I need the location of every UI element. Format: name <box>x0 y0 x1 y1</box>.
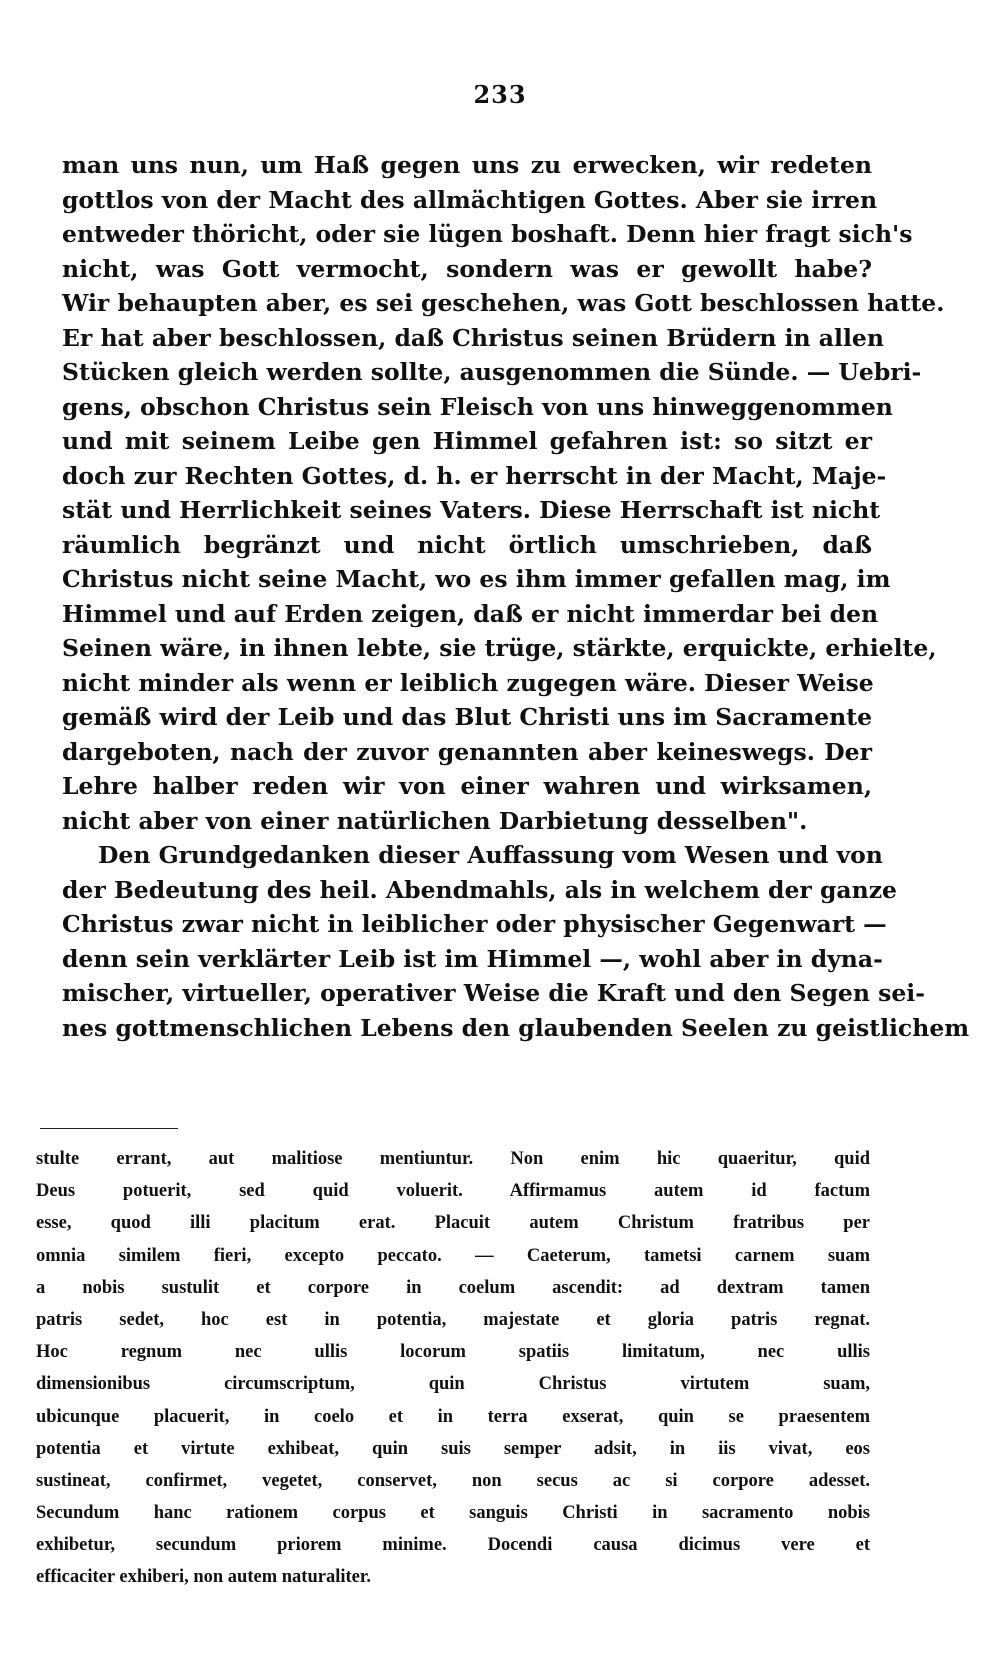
text-line: nicht minder als wenn er leiblich zugegen wäre. Dieser Weise <box>62 668 874 697</box>
text-line: Stücken gleich werden sollte, ausgenommen die Sünde. — Uebri- <box>62 358 922 386</box>
text-line: doch zur Rechten Gottes, d. h. er herrscht in der Macht, Maje- <box>62 461 887 490</box>
text-line: dargeboten, nach der zuvor genannten aber keineswegs. Der <box>62 737 872 766</box>
main-text-block <box>62 148 970 1045</box>
text-line: Er hat aber beschlossen, daß Christus seinen Brüdern in allen <box>62 323 884 352</box>
text-line: stät und Herrlichkeit seines Vaters. Diese Herrschaft ist nicht <box>62 496 881 524</box>
footnote-line: ubicunque placuerit, in coelo et in terra exserat, quin se praesentem <box>36 1406 870 1427</box>
text-line: Christus nicht seine Macht, wo es ihm immer gefallen mag, im <box>62 565 891 593</box>
text-line: nes gottmenschlichen Lebens den glaubenden Seelen zu geistlichem <box>62 1013 970 1042</box>
text-line: gottlos von der Macht des allmächtigen Gottes. Aber sie irren <box>62 185 878 214</box>
footnote-line: patris sedet, hoc est in potentia, majestate et gloria patris regnat. <box>36 1309 870 1330</box>
text-line: Christus zwar nicht in leiblicher oder physischer Gegenwart — <box>62 910 887 938</box>
text-line: und mit seinem Leibe gen Himmel gefahren ist: so sitzt er <box>62 427 872 455</box>
footnote-line: Deus potuerit, sed quid voluerit. Affirmamus autem id factum <box>36 1181 870 1202</box>
text-line: mischer, virtueller, operativer Weise die Kraft und den Segen sei- <box>62 979 925 1007</box>
text-line: man uns nun, um Haß gegen uns zu erwecken, wir redeten <box>62 151 872 179</box>
footnote-line: potentia et virtute exhibeat, quin suis semper adsit, in iis vivat, eos <box>36 1438 870 1459</box>
text-line: räumlich begränzt und nicht örtlich umschrieben, daß <box>62 530 872 559</box>
text-line: entweder thöricht, oder sie lügen boshaft. Denn hier fragt sich's <box>62 220 913 248</box>
footnote-line: dimensionibus circumscriptum, quin Christus virtutem suam, <box>36 1374 870 1395</box>
footnote-line: stulte errant, aut malitiose mentiuntur. Non enim hic quaeritur, quid <box>36 1149 870 1169</box>
text-line: nicht, was Gott vermocht, sondern was er gewollt habe? <box>62 254 872 283</box>
footnote-line: omnia similem fieri, excepto peccato. — Caeterum, tametsi carnem suam <box>36 1245 870 1266</box>
text-line: Seinen wäre, in ihnen lebte, sie trüge, stärkte, erquickte, erhielte, <box>62 634 937 662</box>
text-line: der Bedeutung des heil. Abendmahls, als in welchem der ganze <box>62 875 897 904</box>
footnote-line: sustineat, confirmet, vegetet, conservet, non secus ac si corpore adesset. <box>36 1470 870 1491</box>
paragraph-start-line: Den Grundgedanken dieser Auffassung vom Wesen und von <box>98 841 883 869</box>
footnote-line: esse, quod illi placitum erat. Placuit autem Christum fratribus per <box>36 1213 870 1234</box>
text-line: denn sein verklärter Leib ist im Himmel —, wohl aber in dyna- <box>62 944 883 973</box>
footnote-line: a nobis sustulit et corpore in coelum ascendit: ad dextram tamen <box>36 1277 870 1298</box>
text-line: gens, obschon Christus sein Fleisch von uns hinweggenommen <box>62 392 893 421</box>
footnote-line: Secundum hanc rationem corpus et sanguis Christi in sacramento nobis <box>36 1503 870 1524</box>
footnote-divider <box>40 1128 178 1129</box>
footnote-line: Hoc regnum nec ullis locorum spatiis limitatum, nec ullis <box>36 1342 870 1363</box>
text-line: Lehre halber reden wir von einer wahren und wirksamen, <box>62 772 872 800</box>
text-line: nicht aber von einer natürlichen Darbietung desselben". <box>62 806 808 835</box>
text-line: Himmel und auf Erden zeigen, daß er nicht immerdar bei den <box>62 599 879 628</box>
text-line: gemäß wird der Leib und das Blut Christi uns im Sacramente <box>62 703 873 731</box>
footnote-line: exhibetur, secundum priorem minime. Docendi causa dicimus vere et <box>36 1535 870 1556</box>
footnote-line: efficaciter exhiberi, non autem naturaliter. <box>36 1567 371 1588</box>
footnote-block <box>36 1143 870 1594</box>
page-number: 233 <box>473 80 527 109</box>
text-line: Wir behaupten aber, es sei geschehen, was Gott beschlossen hatte. <box>62 289 945 317</box>
